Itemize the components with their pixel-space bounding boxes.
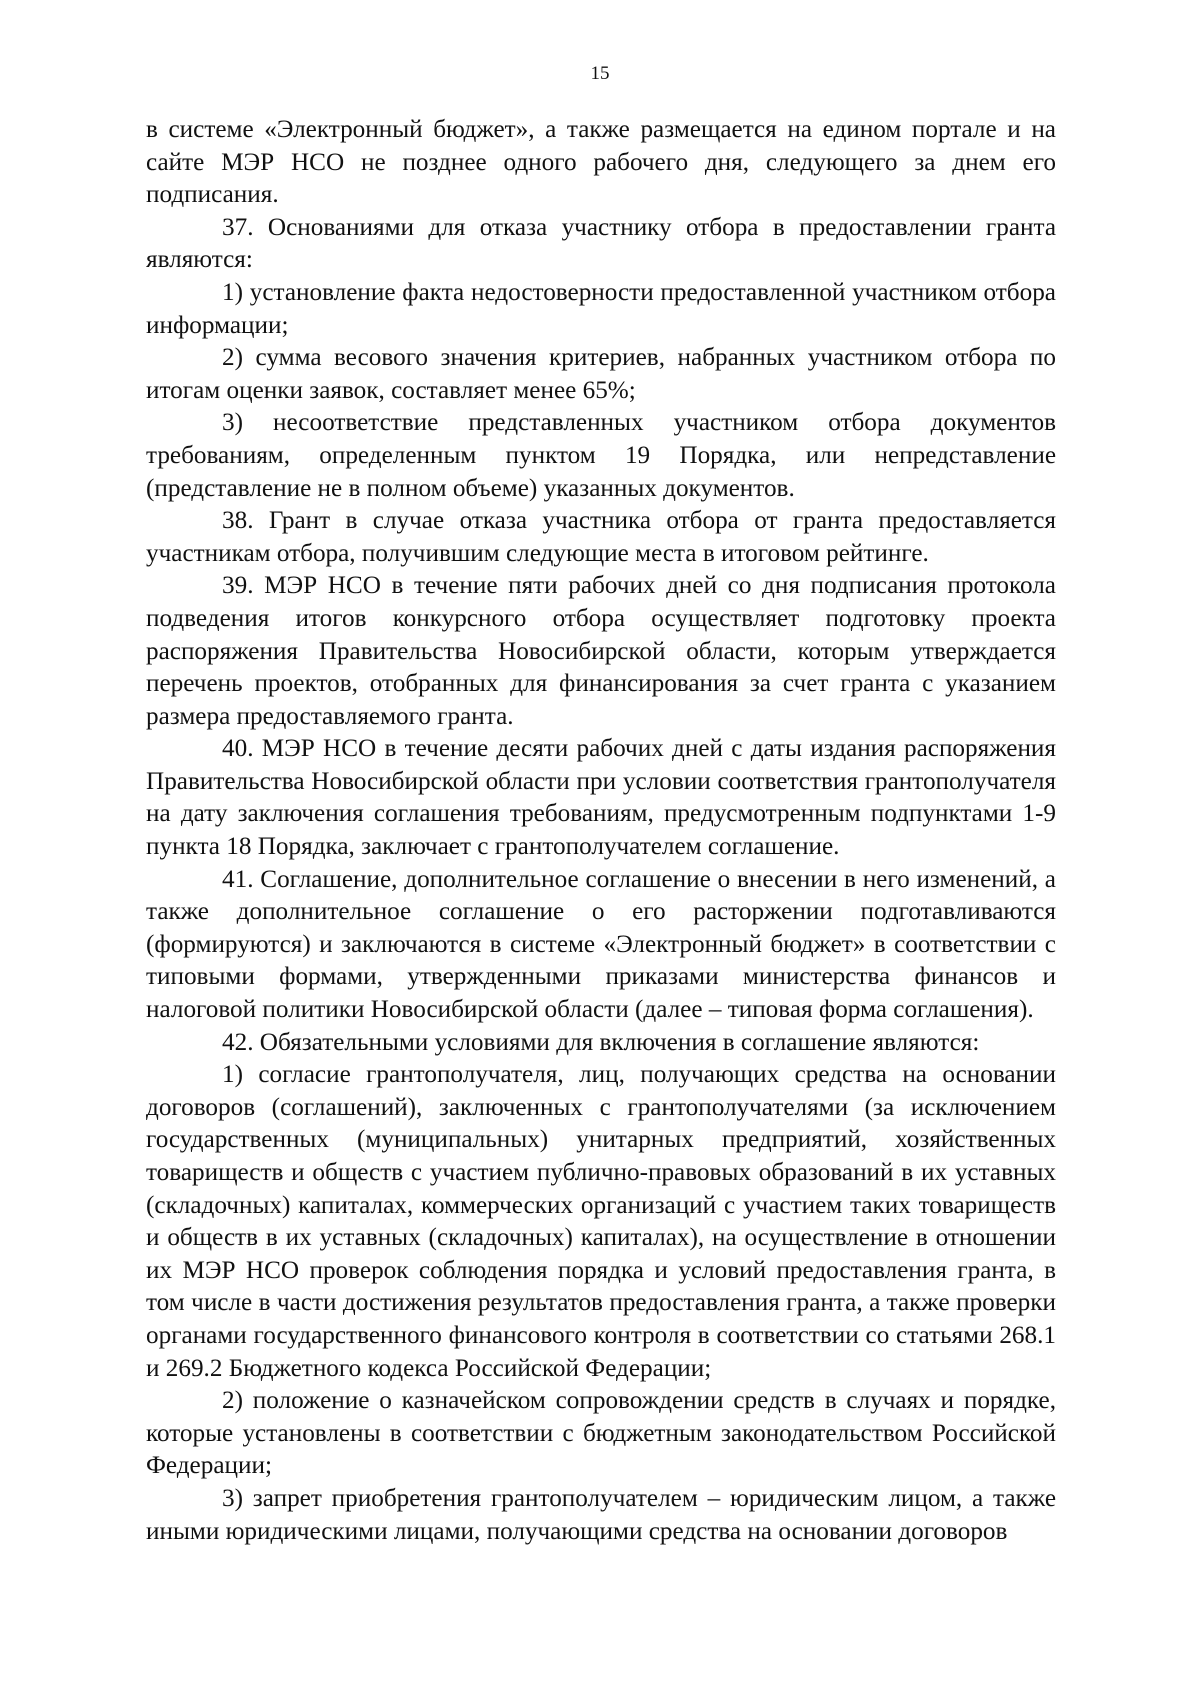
paragraph-subitem-37-3: 3) несоответствие представленных участником отбора документов требованиям, определенным пунктом 19 Порядка, или непредставление (представление не в полном объеме) указанных документов. — [146, 409, 1056, 502]
page-number: 15 — [590, 63, 610, 84]
paragraph-item-40: 40. МЭР НСО в течение десяти рабочих дней с даты издания распоряжения Правительства Новосибирской области при условии соответствия грантополучателя на дату заключения соглашения требованиям, предусмотренным подпунктами 1-9 пункта 18 Порядка, заключает с грантополучателем соглашение. — [146, 735, 1056, 861]
paragraph-item-42: 42. Обязательными условиями для включения в соглашение являются: — [222, 1028, 980, 1056]
paragraph-item-39: 39. МЭР НСО в течение пяти рабочих дней со дня подписания протокола подведения итогов конкурсного отбора осуществляет подготовку проекта распоряжения Правительства Новосибирской области, которым утверждается перечень проектов, отобранных для финансирования за счет гранта с указанием размера предоставляемого гранта. — [146, 572, 1056, 730]
paragraph-subitem-42-2: 2) положение о казначейском сопровождении средств в случаях и порядке, которые установлены в соответствии с бюджетным законодательством Российской Федерации; — [146, 1387, 1056, 1480]
paragraph-item-38: 38. Грант в случае отказа участника отбора от гранта предоставляется участникам отбора, получившим следующие места в итоговом рейтинге. — [146, 507, 1056, 567]
paragraph-item-37: 37. Основаниями для отказа участнику отбора в предоставлении гранта являются: — [146, 213, 1056, 274]
document-body — [146, 114, 1056, 1548]
paragraph-continuation: в системе «Электронный бюджет», а также размещается на едином портале и на сайте МЭР НСО не позднее одного рабочего дня, следующего за днем его подписания. — [146, 116, 1056, 209]
paragraph-subitem-42-1: 1) согласие грантополучателя, лиц, получающих средства на основании договоров (соглашений), заключенных с грантополучателями (за исключением государственных (муниципальных) унитарных предприятий, хозяйственных товариществ и обществ с участием публично-правовых образований в их уставных (складочных) капиталах, коммерческих организаций с участием таких товариществ и обществ в их уставных (складочных) капиталах), на осуществление в отношении их МЭР НСО проверок соблюдения порядка и условий предоставления гранта, в том числе в части достижения результатов предоставления гранта, а также проверки органами государственного финансового контроля в соответствии со статьями 268.1 и 269.2 Бюджетного кодекса Российской Федерации; — [146, 1061, 1056, 1382]
paragraph-subitem-37-1: 1) установление факта недостоверности предоставленной участником отбора информации; — [146, 278, 1056, 339]
paragraph-item-41: 41. Соглашение, дополнительное соглашение о внесении в него изменений, а также дополнительное соглашение о его расторжении подготавливаются (формируются) и заключаются в системе «Электронный бюджет» в соответствии с типовыми формами, утвержденными приказами министерства финансов и налоговой политики Новосибирской области (далее – типовая форма соглашения). — [146, 865, 1056, 1024]
paragraph-subitem-37-2: 2) сумма весового значения критериев, набранных участником отбора по итогам оценки заявок, составляет менее 65%; — [146, 344, 1056, 404]
paragraph-subitem-42-3: 3) запрет приобретения грантополучателем – юридическим лицом, а также иными юридическими лицами, получающими средства на основании договоров — [146, 1484, 1056, 1545]
